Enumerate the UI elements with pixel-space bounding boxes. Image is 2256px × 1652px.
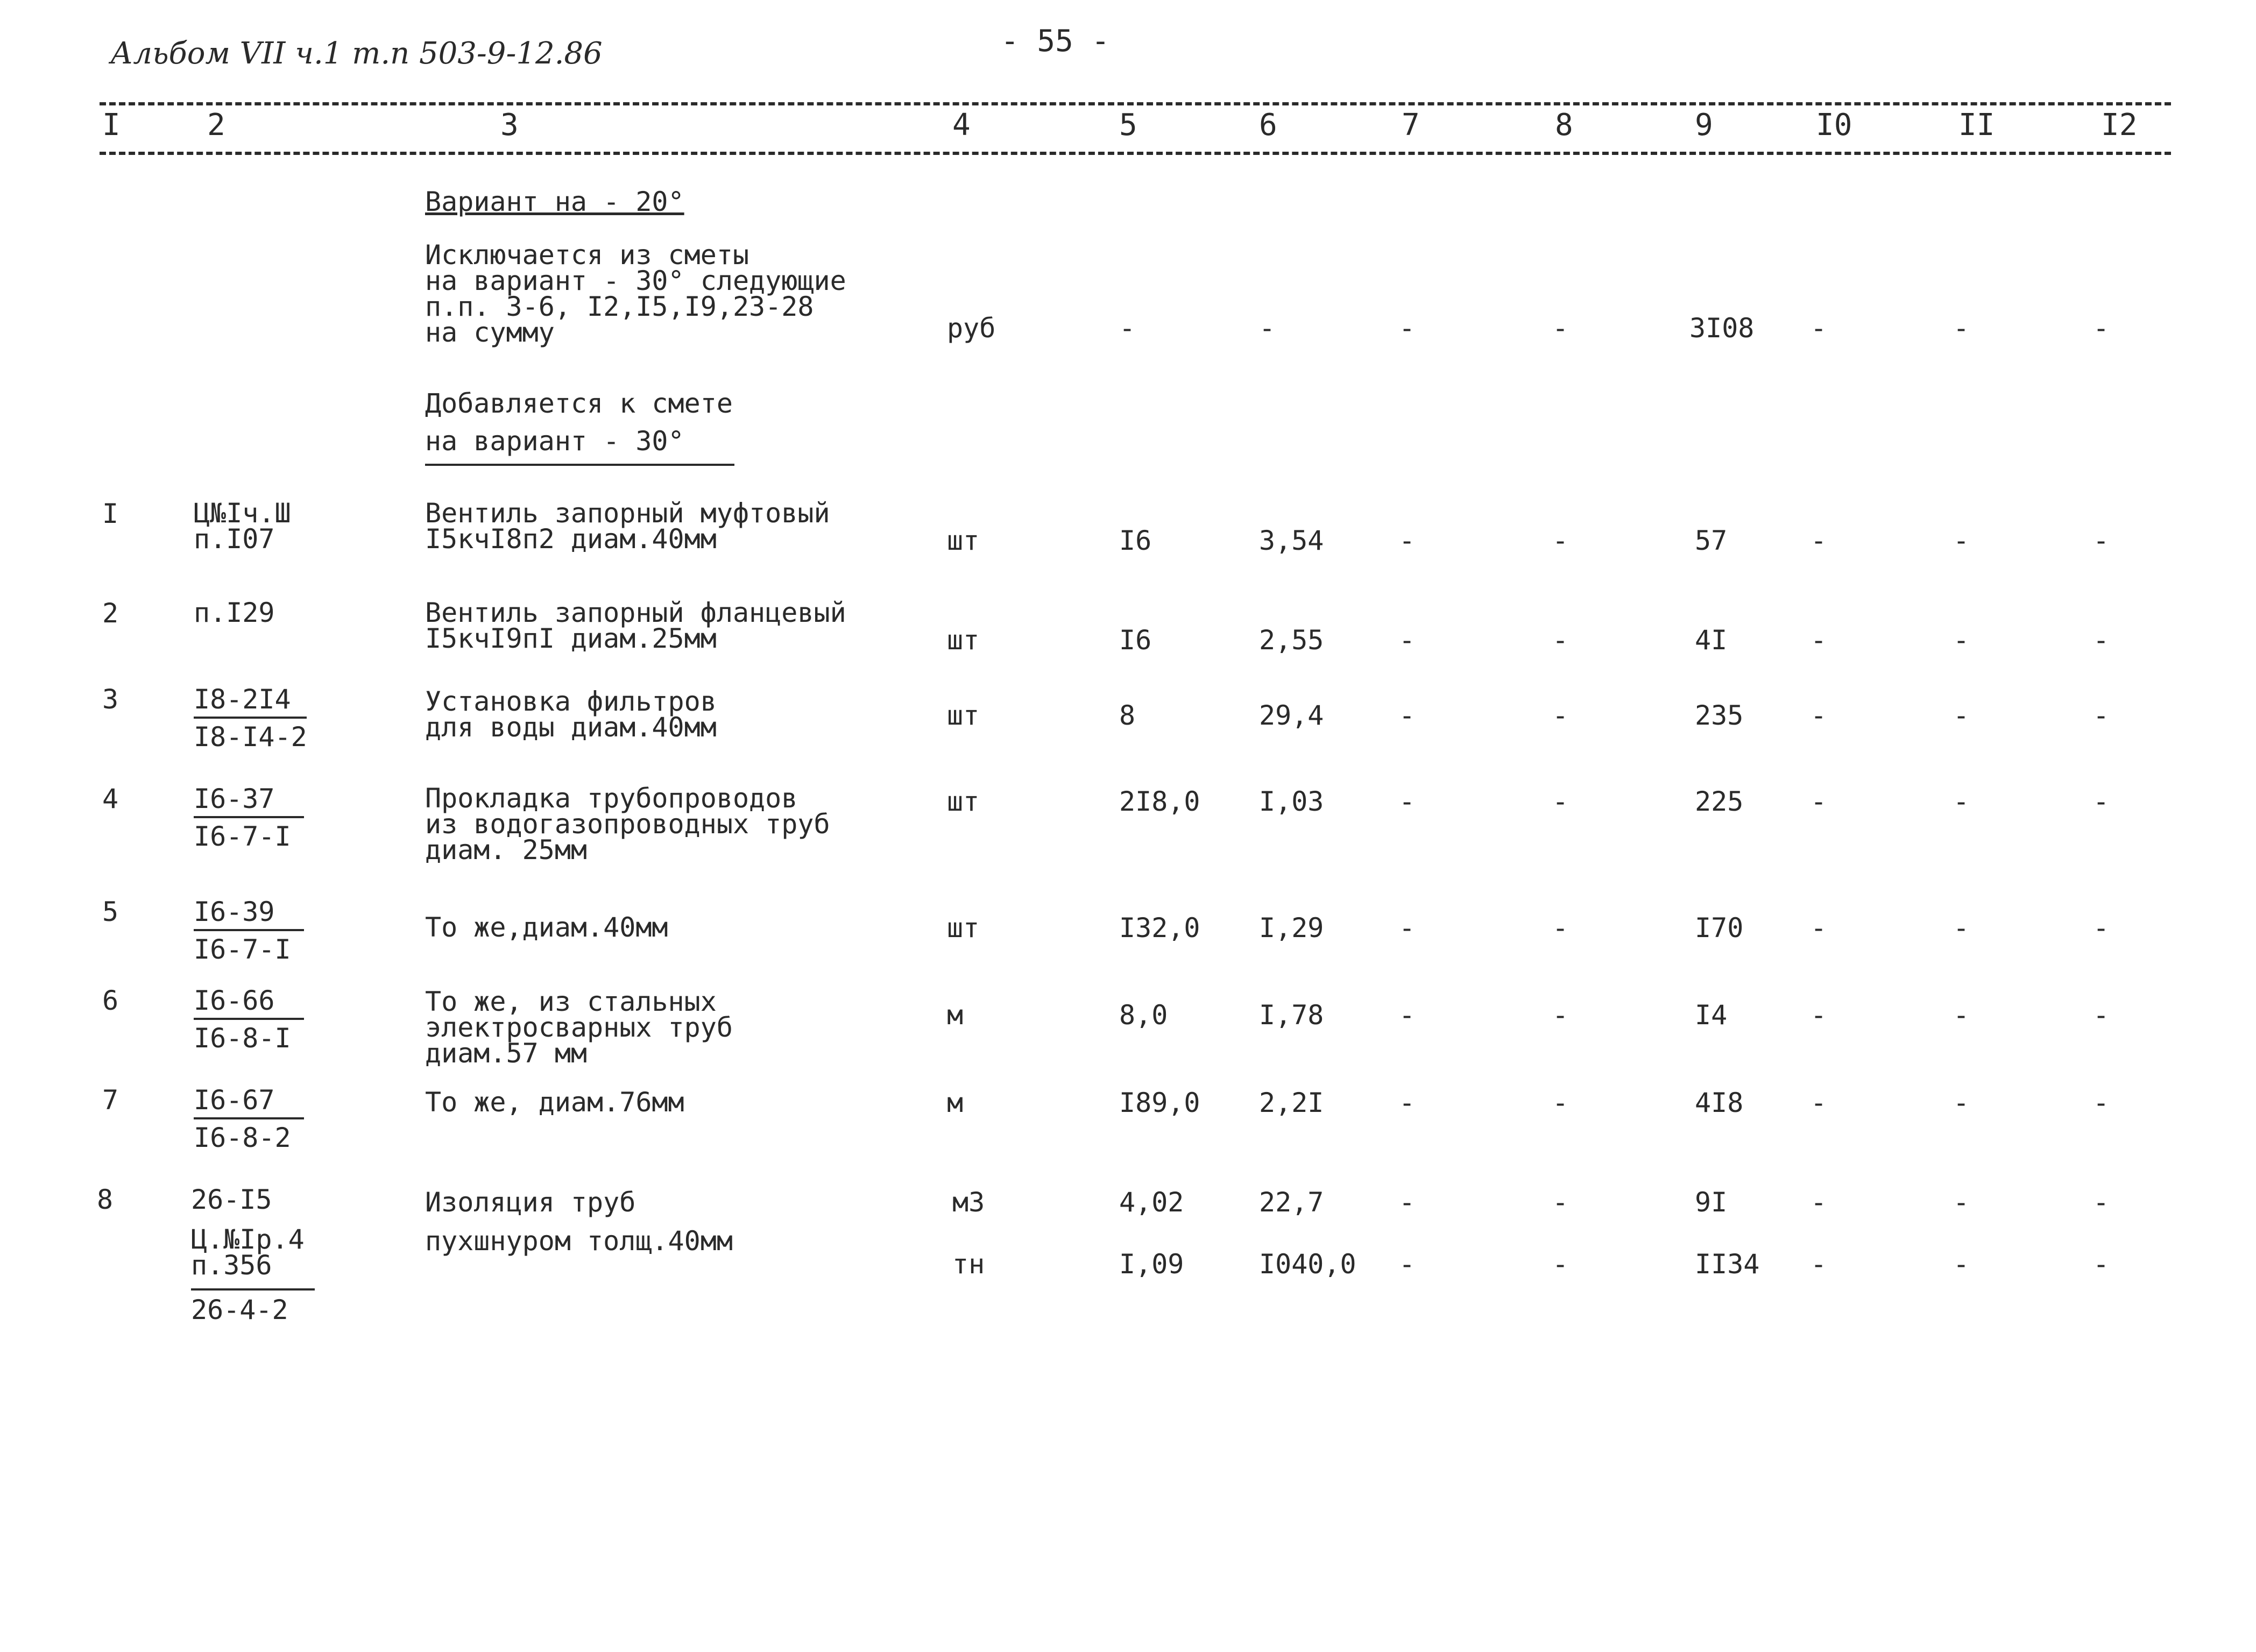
row-c12: - (2093, 912, 2110, 944)
excluded-sum: 3I08 (1689, 313, 1755, 344)
col-header-7: 7 (1402, 108, 1420, 143)
row-price: I,29 (1259, 912, 1324, 944)
row-code-numerator: I6-39 (194, 896, 275, 927)
row-c7: - (1399, 625, 1416, 656)
row-number: 2 (102, 598, 119, 629)
row-qty: 8,0 (1119, 999, 1168, 1031)
excluded-c6: - (1259, 313, 1276, 344)
row-total: 235 (1695, 700, 1744, 731)
excluded-c8: - (1552, 313, 1569, 344)
row-code-fraction-bar (194, 1117, 304, 1119)
row-qty-2: I,09 (1119, 1249, 1184, 1280)
row-unit: шт (947, 786, 980, 817)
row-c8: - (1552, 700, 1569, 731)
row-number: 4 (102, 783, 119, 814)
row-c11: - (1953, 786, 1970, 817)
row-c7: - (1399, 700, 1416, 731)
row-c11: - (1953, 912, 1970, 944)
row-total: 9I (1695, 1187, 1728, 1218)
row-qty: I6 (1119, 625, 1152, 656)
added-heading-line2: на вариант - 30° (425, 426, 684, 457)
row-unit: м (947, 999, 964, 1031)
row-c12: - (2093, 525, 2110, 556)
row-price-2: I040,0 (1259, 1249, 1356, 1280)
row-qty: 4,02 (1119, 1187, 1184, 1218)
row-code-denominator: 26-4-2 (191, 1294, 288, 1325)
row-c7-2: - (1399, 1249, 1416, 1280)
col-header-10: I0 (1816, 108, 1852, 143)
row-c10: - (1811, 786, 1827, 817)
row-name: Вентиль запорный муфтовый I5кчI8п2 диам.40мм (425, 498, 830, 555)
header-rule-bottom (100, 152, 2171, 155)
col-header-11: II (1958, 108, 1995, 143)
row-code-fraction-bar (194, 717, 307, 719)
row-code-denominator: I8-I4-2 (194, 721, 307, 753)
col-header-9: 9 (1695, 108, 1713, 143)
row-name: Вентиль запорный фланцевый I5кчI9пI диам.25мм (425, 597, 846, 654)
row-name: Прокладка трубопроводов из водогазопроводных труб диам. 25мм (425, 783, 830, 866)
row-total: I70 (1695, 912, 1744, 944)
row-unit-2: тн (952, 1249, 985, 1280)
row-price: 2,55 (1259, 625, 1324, 656)
row-c7: - (1399, 786, 1416, 817)
header-rule-top (100, 102, 2171, 105)
row-total: 57 (1695, 525, 1728, 556)
row-qty: I89,0 (1119, 1087, 1200, 1118)
row-qty: 2I8,0 (1119, 786, 1200, 817)
excluded-c5: - (1119, 313, 1136, 344)
row-c8: - (1552, 912, 1569, 944)
excluded-c11: - (1953, 313, 1970, 344)
row-code-numerator: I6-66 (194, 985, 275, 1016)
excluded-description: Исключается из сметы на вариант - 30° следующие п.п. 3-6, I2,I5,I9,23-28 на сумму (425, 239, 846, 348)
row-code-denominator: I6-7-I (194, 821, 291, 852)
row-code-denominator: I6-7-I (194, 934, 291, 965)
row-c7: - (1399, 999, 1416, 1031)
row-price: 3,54 (1259, 525, 1324, 556)
row-c11: - (1953, 525, 1970, 556)
row-c12-2: - (2093, 1249, 2110, 1280)
row-price: 29,4 (1259, 700, 1324, 731)
row-c10: - (1811, 1087, 1827, 1118)
row-number: 5 (102, 896, 119, 927)
excluded-unit: руб (947, 313, 996, 344)
col-header-5: 5 (1119, 108, 1137, 143)
row-c11: - (1953, 1087, 1970, 1118)
row-c8: - (1552, 625, 1569, 656)
variant-title: Вариант на - 20° (425, 186, 684, 217)
row-c8: - (1552, 786, 1569, 817)
row-unit: м3 (952, 1187, 985, 1218)
row-name: То же, диам.76мм (425, 1087, 684, 1118)
row-c12: - (2093, 625, 2110, 656)
col-header-4: 4 (952, 108, 971, 143)
row-unit: шт (947, 700, 980, 731)
row-unit: шт (947, 525, 980, 556)
row-c11: - (1953, 625, 1970, 656)
row-c8: - (1552, 525, 1569, 556)
excluded-c12: - (2093, 313, 2110, 344)
row-c7: - (1399, 525, 1416, 556)
excluded-c10: - (1811, 313, 1827, 344)
row-code-reference: Ц.№Iр.4 п.356 (191, 1224, 305, 1281)
album-reference: Альбом VII ч.1 т.п 503-9-12.86 (110, 36, 603, 71)
row-price: 22,7 (1259, 1187, 1324, 1218)
row-c8-2: - (1552, 1249, 1569, 1280)
row-c10: - (1811, 525, 1827, 556)
row-unit: шт (947, 625, 980, 656)
row-total-2: II34 (1695, 1249, 1760, 1280)
row-name: Изоляция труб (425, 1187, 636, 1218)
row-c11: - (1953, 999, 1970, 1031)
row-code-fraction-bar (191, 1288, 315, 1291)
row-price: 2,2I (1259, 1087, 1324, 1118)
row-c12: - (2093, 999, 2110, 1031)
col-header-6: 6 (1259, 108, 1277, 143)
row-total: 4I (1695, 625, 1728, 656)
row-code-fraction-bar (194, 1018, 304, 1020)
row-c7: - (1399, 1087, 1416, 1118)
row-c8: - (1552, 1087, 1569, 1118)
row-name-continued: пухшнуром толщ.40мм (425, 1225, 733, 1257)
row-c11-2: - (1953, 1249, 1970, 1280)
row-code-numerator: I6-37 (194, 783, 275, 814)
row-c10: - (1811, 912, 1827, 944)
row-code-primary: 26-I5 (191, 1184, 272, 1215)
col-header-2: 2 (207, 108, 225, 143)
row-c8: - (1552, 1187, 1569, 1218)
row-code: Ц№Iч.Ш п.I07 (194, 498, 291, 555)
row-c12: - (2093, 786, 2110, 817)
col-header-3: 3 (500, 108, 519, 143)
excluded-c7: - (1399, 313, 1416, 344)
row-code-numerator: I6-67 (194, 1084, 275, 1116)
row-name: То же,диам.40мм (425, 912, 668, 943)
row-c11: - (1953, 1187, 1970, 1218)
row-qty: I32,0 (1119, 912, 1200, 944)
row-total: I4 (1695, 999, 1728, 1031)
row-total: 225 (1695, 786, 1744, 817)
col-header-12: I2 (2101, 108, 2138, 143)
row-number: 8 (97, 1184, 114, 1215)
row-unit: м (947, 1087, 964, 1118)
row-c11: - (1953, 700, 1970, 731)
row-c12: - (2093, 1187, 2110, 1218)
row-number: I (102, 498, 119, 529)
row-code-denominator: I6-8-I (194, 1023, 291, 1054)
row-c7: - (1399, 912, 1416, 944)
col-header-8: 8 (1555, 108, 1573, 143)
row-c8: - (1552, 999, 1569, 1031)
row-qty: 8 (1119, 700, 1136, 731)
row-number: 3 (102, 684, 119, 715)
row-total: 4I8 (1695, 1087, 1744, 1118)
row-c7: - (1399, 1187, 1416, 1218)
row-name: Установка фильтров для воды диам.40мм (425, 686, 717, 743)
row-code-fraction-bar (194, 816, 304, 818)
row-number: 7 (102, 1084, 119, 1116)
added-heading-underline (425, 464, 734, 466)
row-code-fraction-bar (194, 929, 304, 931)
row-c10: - (1811, 999, 1827, 1031)
row-qty: I6 (1119, 525, 1152, 556)
row-code: п.I29 (194, 597, 275, 628)
row-c10: - (1811, 625, 1827, 656)
row-unit: шт (947, 912, 980, 944)
row-c12: - (2093, 1087, 2110, 1118)
row-c12: - (2093, 700, 2110, 731)
row-code-denominator: I6-8-2 (194, 1122, 291, 1153)
row-c10: - (1811, 700, 1827, 731)
page-number: - 55 - (1001, 24, 1110, 59)
row-name: То же, из стальных электросварных труб диам.57 мм (425, 986, 733, 1069)
row-c10-2: - (1811, 1249, 1827, 1280)
added-heading-line1: Добавляется к смете (425, 388, 733, 419)
row-price: I,78 (1259, 999, 1324, 1031)
row-price: I,03 (1259, 786, 1324, 817)
row-c10: - (1811, 1187, 1827, 1218)
row-number: 6 (102, 985, 119, 1016)
row-code-numerator: I8-2I4 (194, 684, 291, 715)
col-header-1: I (102, 108, 121, 143)
